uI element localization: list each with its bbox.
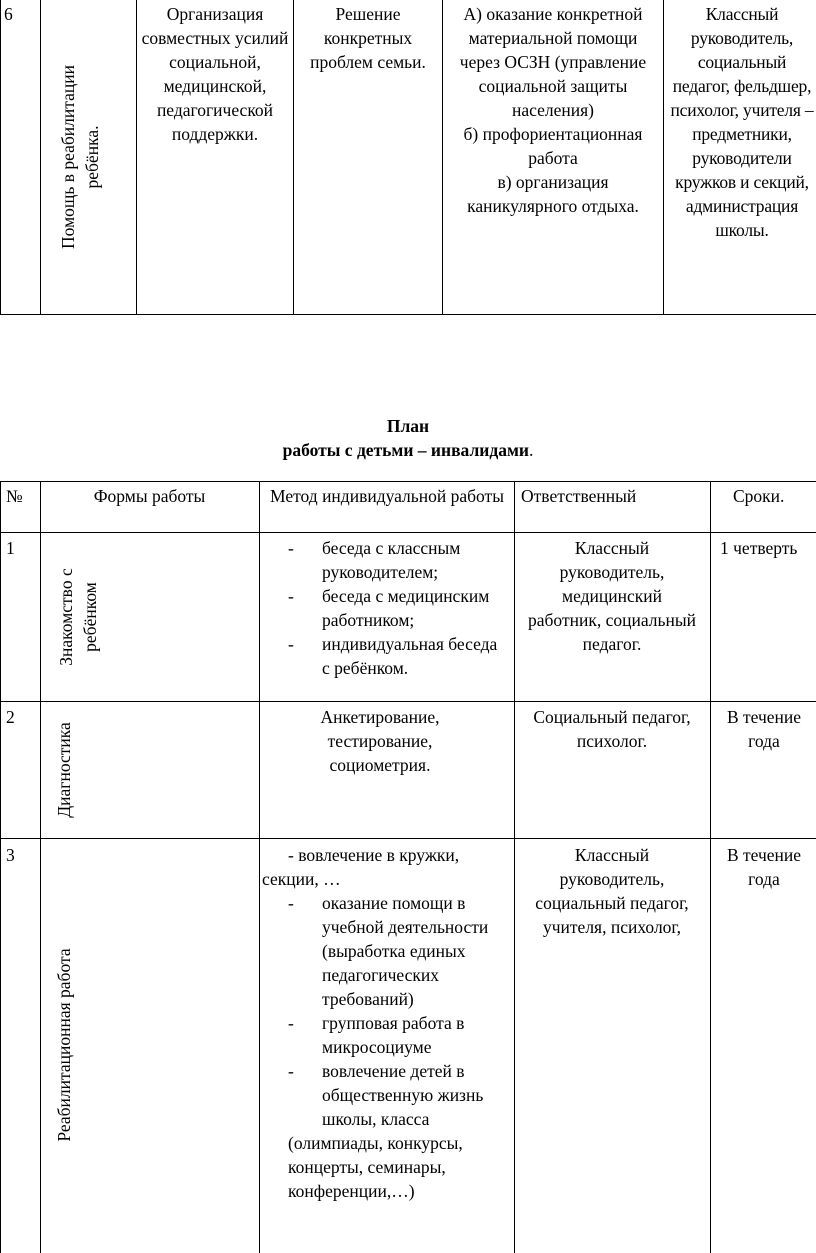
top-row-task: Решение конкретных проблем семьи. [310,4,426,72]
table-border [0,532,816,533]
row-number: 3 [6,845,15,865]
top-row-goal: Организация совместных усилий социальной, медицинской, педагогической поддержки. [141,4,289,144]
method-item: вовлечение детей в общественную жизнь школы, класса [322,1061,484,1129]
table-border [40,481,41,1253]
table-border [0,838,816,839]
list-item [288,1059,508,1131]
row-terms: 1 четверть [720,538,798,558]
method-item: групповая работа в микросоциуме [322,1013,465,1057]
table-border [0,481,1,1253]
plan-subtitle-period: . [528,440,534,460]
list-item [288,536,508,584]
top-table-divider [293,0,294,315]
table-border [0,481,816,482]
dash-marker: - [288,1061,294,1081]
row-responsible: Классный руководитель, медицинский работник, социальный педагог. [528,538,696,654]
plan-title: План [386,416,430,436]
row-method [288,536,508,680]
plan-subtitle [0,438,816,462]
dash-marker: - [288,586,294,606]
top-table-divider [663,0,664,315]
row-method: Анкетирование, тестирование, социометрия. [320,707,440,775]
dash-marker: - [288,634,294,654]
method-item: беседа с классным руководителем; [322,538,461,582]
top-row-responsible: Классный руководитель, социальный педагог, фельдшер, психолог, учителя – предметники, руководители кружков и секций, администрация школы. [670,4,814,240]
method-item: индивидуальная беседа с ребёнком. [322,634,498,678]
list-item [288,632,508,680]
row-form: Диагностика [54,722,74,818]
dash-marker: - [288,538,294,558]
dash-marker: - [288,1013,294,1033]
table-border [710,481,711,1253]
row-number: 1 [6,538,15,558]
table-border [259,481,260,1253]
list-item [288,891,508,1011]
header-forms: Формы работы [93,486,206,506]
row-responsible: Социальный педагог, психолог. [533,707,691,751]
header-method: Метод индивидуальной работы [270,486,504,506]
list-item [288,1011,508,1059]
row-form: Знакомство с ребёнком [56,568,100,666]
top-row-number: 6 [4,4,13,24]
table-border [0,701,816,702]
list-item [288,584,508,632]
row-terms: В течение года [726,707,802,751]
top-table-divider [40,0,41,315]
header-terms: Сроки. [733,486,785,506]
table-border [514,481,515,1253]
top-table-divider [442,0,443,315]
dash-marker: - [288,893,294,913]
header-responsible: Ответственный [521,486,637,506]
row-method [262,843,510,1203]
top-table-bottom-border [0,314,816,315]
row-number: 2 [6,707,15,727]
method-outro: (олимпиады, конкурсы, концерты, семинары, конференции,…) [288,1133,463,1201]
method-list [262,891,510,1131]
top-row-activities [448,2,658,218]
method-item: беседа с медицинским работником; [322,586,490,630]
activity-item: в) организация каникулярного отдыха. [467,172,639,216]
method-item: оказание помощи в учебной деятельности (выработка единых педагогических требований) [322,893,489,1009]
top-table-divider [0,0,1,315]
header-num: № [6,486,23,506]
top-table-divider [136,0,137,315]
top-row-stage: Помощь в реабилитации ребёнка. [58,65,102,249]
row-responsible: Классный руководитель, социальный педагог, учителя, психолог, [535,845,689,937]
method-intro: - вовлечение в кружки, секции, … [262,845,460,889]
plan-subtitle-text: работы с детьми – инвалидами [282,440,529,460]
activity-item: б) профориентационная работа [463,124,643,168]
activity-item: А) оказание конкретной материальной помощи через ОСЗН (управление социальной защиты населения) [459,4,647,120]
row-form: Реабилитационная работа [54,948,74,1142]
row-terms: В течение года [726,845,802,889]
